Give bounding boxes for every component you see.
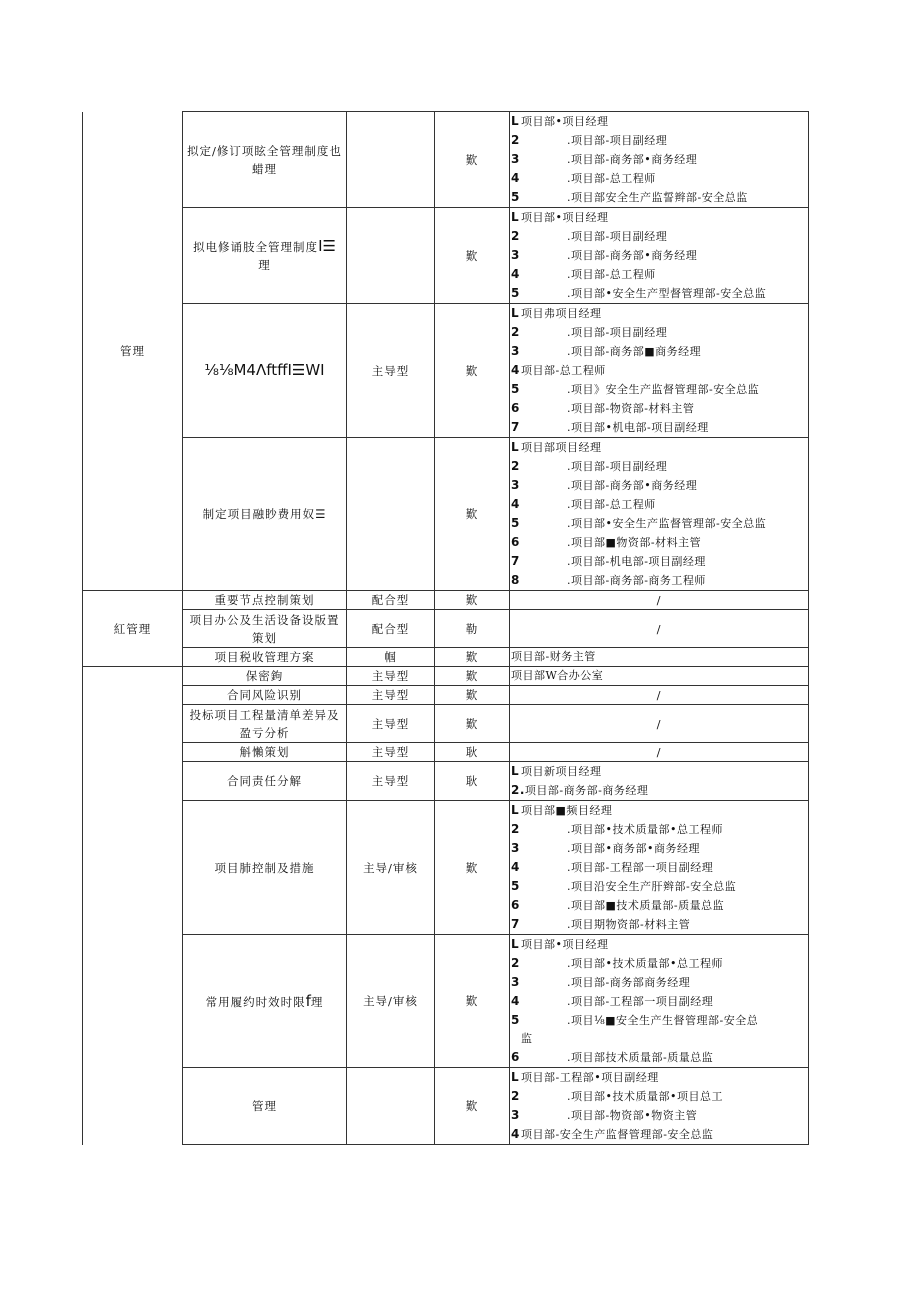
- dept-line: 7 .项目部•机电部-项目副经理: [511, 420, 709, 434]
- type-text: 帼: [384, 650, 397, 664]
- dept-cell: [510, 591, 809, 610]
- type-text: 配合型: [371, 593, 410, 607]
- level-cell: [435, 591, 510, 610]
- type-cell: [347, 648, 435, 667]
- dept-cell: [510, 801, 809, 935]
- dept-line: 2 .项目部-项目副经理: [511, 229, 668, 243]
- level-cell: [435, 438, 510, 591]
- dept-line: 4项目部-总工程师: [511, 363, 606, 377]
- dept-cell: [510, 610, 809, 648]
- level-cell: [435, 667, 510, 686]
- item-text: 保密鉤: [245, 669, 284, 683]
- level-cell: [435, 801, 510, 935]
- type-cell: [347, 801, 435, 935]
- dept-line: L 项目弗项目经理: [511, 306, 602, 320]
- dept-line: 5 .项目部安全生产监誓辫部-安全总监: [511, 190, 748, 204]
- dept-line: 2 .项目部-项目副经理: [511, 325, 668, 339]
- dept-line: 5 .项目部•安全生产型督管理部-安全总监: [511, 286, 767, 300]
- item-text: 项目办公及生活设备设版置策划: [189, 612, 340, 645]
- dept-line: 4 .项目部-总工程师: [511, 171, 656, 185]
- type-cell: [347, 610, 435, 648]
- dept-line: 4 .项目部-工程部一项目副经理: [511, 860, 714, 874]
- item-text: 项目税收管理方案: [214, 650, 315, 664]
- dept-line: 3 .项目部-商务部•商务经理: [511, 478, 698, 492]
- item-text-cont: 理: [258, 258, 271, 272]
- dept-line: 5 .项目部•安全生产监督管理部-安全总监: [511, 516, 767, 530]
- type-cell: [347, 438, 435, 591]
- type-cell: [347, 591, 435, 610]
- item-text-cont: 理: [310, 994, 324, 1009]
- level-cell: [435, 743, 510, 762]
- type-cell: [347, 686, 435, 705]
- dept-cell: [510, 762, 809, 801]
- dept-line: 2 .项目部•技术质量部•总工程师: [511, 822, 723, 836]
- dept-line: 5 .项目》安全生产监督管理部-安全总监: [511, 382, 760, 396]
- item-cell: [183, 304, 347, 438]
- dept-line: L 项目部•项目经理: [511, 210, 609, 224]
- dept-line: L 项目新项目经理: [511, 764, 602, 778]
- dept-line: 3 .项目部-商务部商务经理: [511, 975, 691, 989]
- level-cell: [435, 610, 510, 648]
- level-cell: [435, 705, 510, 743]
- dept-line: 6 .项目部■技术质量部-质量总监: [511, 898, 725, 912]
- item-cell: [183, 648, 347, 667]
- level-text: 歎: [465, 507, 479, 521]
- type-cell: [347, 935, 435, 1068]
- type-cell: [347, 208, 435, 304]
- dept-text: /: [656, 716, 662, 731]
- dept-cell: [510, 743, 809, 762]
- type-text: 主导型: [371, 774, 410, 788]
- type-text: 主导型: [371, 363, 410, 378]
- item-cell: [183, 935, 347, 1068]
- dept-cell: [510, 112, 809, 208]
- level-text: 歎: [465, 363, 479, 378]
- dept-cell: [510, 208, 809, 304]
- level-cell: [435, 304, 510, 438]
- dept-line: 6 .项目部技术质量部-质量总监: [511, 1050, 714, 1064]
- level-text: 歎: [465, 650, 479, 664]
- dept-cell: [510, 1068, 809, 1145]
- item-text: 投标项目工程量清单差异及盈亏分析: [189, 707, 340, 740]
- dept-line: 2.项目部-商务部-商务经理: [511, 783, 649, 797]
- item-cell: [183, 667, 347, 686]
- type-cell: [347, 762, 435, 801]
- item-cell: [183, 438, 347, 591]
- item-cell: [183, 743, 347, 762]
- category-label: 管理: [120, 343, 145, 358]
- level-text: 歎: [465, 716, 479, 731]
- item-text: ⅛⅛M4ΛftffI☰WI: [204, 361, 325, 379]
- dept-line: 7 .项目期物资部-材料主管: [511, 917, 691, 931]
- item-cell: [183, 610, 347, 648]
- item-text: 项目肺控制及措施: [214, 860, 315, 875]
- type-cell: [347, 304, 435, 438]
- item-cell: [183, 591, 347, 610]
- dept-line: 5 .项目⅛■安全生产生督管理部-安全总: [511, 1013, 759, 1027]
- level-cell: [435, 648, 510, 667]
- level-cell: [435, 935, 510, 1068]
- dept-cell: [510, 667, 809, 686]
- level-text: 歎: [465, 994, 479, 1008]
- dept-line: 8 .项目部-商务部-商务工程师: [511, 573, 706, 587]
- dept-line: 4 .项目部-工程部一项目副经理: [511, 994, 714, 1008]
- type-cell: [347, 112, 435, 208]
- dept-cell: [510, 648, 809, 667]
- dept-line: L 项目部■频目经理: [511, 803, 613, 817]
- item-cell: [183, 801, 347, 935]
- type-text: 主导/审核: [363, 860, 418, 875]
- item-text: 重要节点控制策划: [214, 593, 315, 607]
- item-text: 拟定/修订项眩全管理制度也蜡理: [187, 143, 342, 176]
- category-cell-management: [83, 112, 183, 591]
- type-cell: [347, 705, 435, 743]
- type-cell: [347, 1068, 435, 1145]
- dept-cell: [510, 686, 809, 705]
- category-cell-hong: [83, 591, 183, 667]
- level-text: 歎: [465, 248, 479, 263]
- type-text: 配合型: [371, 621, 410, 636]
- dept-text: /: [656, 745, 662, 759]
- level-text: 歎: [465, 669, 479, 683]
- dept-line: 6 .项目部-物资部-材料主管: [511, 401, 695, 415]
- level-text: 歎: [465, 860, 479, 875]
- type-cell: [347, 743, 435, 762]
- type-text: 主导型: [371, 716, 410, 731]
- level-text: 歎: [465, 152, 479, 167]
- dept-line: 3 .项目部-商务部•商务经理: [511, 152, 698, 166]
- dept-line: 3 .项目部-物资部•物资主管: [511, 1108, 698, 1122]
- level-text: 耿: [465, 774, 479, 788]
- dept-cell: [510, 438, 809, 591]
- dept-cell: [510, 705, 809, 743]
- type-text: 主导/审核: [363, 994, 418, 1008]
- item-text: 拟电修诵肢全管理制度: [193, 240, 319, 254]
- dept-line: 监: [521, 1032, 533, 1045]
- dept-line: 5 .项目沿安全生产肝辫部-安全总监: [511, 879, 737, 893]
- item-text: 制定项目融眇费用奴☰: [202, 507, 327, 521]
- item-text: 斛懶策划: [239, 745, 290, 759]
- dept-line: L 项目部-工程部•项目副经理: [511, 1070, 659, 1084]
- item-cell: [183, 112, 347, 208]
- dept-line: 7 .项目部-机电部-项目副经理: [511, 554, 706, 568]
- dept-line: 2 .项目部•技术质量部•项目总工: [511, 1089, 723, 1103]
- item-cell: [183, 208, 347, 304]
- dept-line: L 项目部•项目经理: [511, 937, 609, 951]
- dept-text: 项目部W合办公室: [511, 669, 604, 682]
- level-text: 歎: [465, 1099, 479, 1113]
- item-text: 管理: [252, 1099, 277, 1113]
- dept-cell: [510, 304, 809, 438]
- category-cell-blank: [83, 667, 183, 1145]
- level-cell: [435, 208, 510, 304]
- document-table-wrapper: [82, 111, 809, 1145]
- dept-text: /: [656, 621, 662, 636]
- dept-line: 3 .项目部-商务部•商务经理: [511, 248, 698, 262]
- item-text: 合同风险识别: [227, 688, 302, 702]
- level-text: 勒: [465, 621, 479, 636]
- item-text-glyph: I☰: [318, 237, 336, 255]
- dept-line: 2 .项目部•技术质量部•总工程师: [511, 956, 723, 970]
- dept-line: 3 .项目部•商务部•商务经理: [511, 841, 700, 855]
- item-text: 合同责任分解: [227, 774, 302, 788]
- dept-cell: [510, 935, 809, 1068]
- level-cell: [435, 1068, 510, 1145]
- level-cell: [435, 686, 510, 705]
- level-text: 耿: [465, 745, 479, 759]
- level-text: 歎: [465, 688, 479, 702]
- level-text: 歎: [465, 593, 479, 607]
- item-cell: [183, 1068, 347, 1145]
- item-text-glyph: f: [305, 991, 311, 1010]
- dept-line: L 项目部项目经理: [511, 440, 602, 454]
- dept-text: /: [656, 593, 662, 607]
- dept-text: 项目部-财务主管: [511, 650, 596, 663]
- responsibility-table: [82, 111, 809, 1145]
- type-text: 主导型: [371, 688, 410, 702]
- dept-line: 6 .项目部■物资部-材料主管: [511, 535, 702, 549]
- type-text: 主导型: [371, 745, 410, 759]
- item-cell: [183, 686, 347, 705]
- dept-line: L 项目部•项目经理: [511, 114, 609, 128]
- dept-line: 4项目部-安全生产监督管理部-安全总监: [511, 1127, 714, 1141]
- item-cell: [183, 762, 347, 801]
- type-text: 主导型: [371, 669, 410, 683]
- dept-text: /: [656, 688, 662, 702]
- dept-line: 2 .项目部-项目副经理: [511, 459, 668, 473]
- item-cell: [183, 705, 347, 743]
- dept-line: 4 .项目部-总工程师: [511, 497, 656, 511]
- dept-line: 3 .项目部-商务部■商务经理: [511, 344, 702, 358]
- level-cell: [435, 762, 510, 801]
- dept-line: 2 .项目部-项目副经理: [511, 133, 668, 147]
- item-text: 常用履约时效时限: [205, 994, 306, 1009]
- type-cell: [347, 667, 435, 686]
- category-label: 紅管理: [113, 621, 152, 636]
- level-cell: [435, 112, 510, 208]
- dept-line: 4 .项目部-总工程师: [511, 267, 656, 281]
